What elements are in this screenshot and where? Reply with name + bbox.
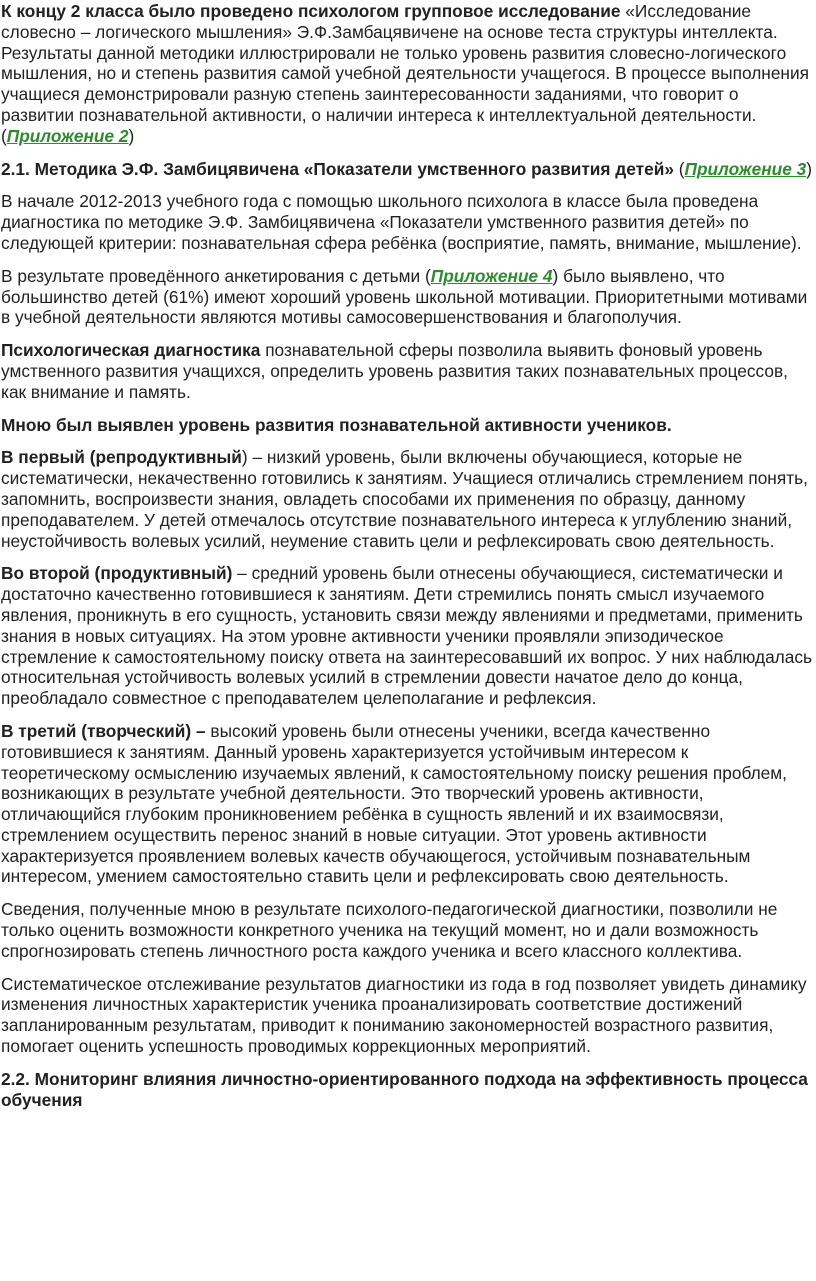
level-productive-text: – средний уровень были отнесены обучающиеся, систематически и достаточно качественно готовившиеся к занятиям. Дети стремились понять смысл изучаемого явления, проникнуть в его сущность, установить связи между явлениями и предметами, применить знания в новых ситуациях. На этом уровне активности ученики проявляли эпизодическое стремление к самостоятельному поиску ответа на заинтересовавший их вопрос. У них наблюдалась относительная устойчивость волевых усилий в стремлении довести начатое дело до конца, преобладало совместное с преподавателем целеполагание и рефлексия. — [1, 563, 813, 709]
paragraph-systematic-tracking: Систематическое отслеживание результатов диагностики из года в год позволяет увидеть динамику изменения личностных характеристик ученика проанализировать соответствие достижений запланированным результатам, приводит к пониманию закономерностей возрастного развития, помогает оценить успешность проводимых коррекционных мероприятий. — [1, 973, 807, 1057]
intro-close-paren: ) — [128, 125, 135, 146]
intro-bold-lead: К концу 2 класса было проведено психологом групповое исследование — [1, 1, 621, 21]
level-creative-text: высокий уровень были отнесены ученики, всегда качественно готовившиеся к занятиям. Данный уровень характеризуется устойчивым интересом к теоретическому осмыслению изучаемых явлений, к самостоятельному поиску решения проблем, возникающих в результате учебной деятельности. Это творческий уровень активности, отличающийся глубоким проникновением ребёнка в сущность явлений и их взаимосвязи, стремлением осуществить перенос знаний в новые ситуации. Этот уровень активности характеризуется проявлением волевых качеств обучающегося, устойчивым познавательным интересом, умением самостоятельно ставить цели и рефлексировать свою деятельность. — [1, 720, 787, 887]
appendix-2-link[interactable]: Приложение 2 — [6, 125, 129, 146]
level-creative-bold: В третий (творческий) – — [1, 720, 206, 741]
paragraph-diagnostics-start: В начале 2012-2013 учебного года с помощью школьного психолога в классе была проведена диагностика по методике Э.Ф. Замбицявичена «Показатели умственного развития детей» по следующей критерии: познавательная сфера ребёнка (восприятие, память, внимание, мышление). — [1, 191, 802, 253]
section-heading-2-2: 2.2. Мониторинг влияния личностно-ориентированного подхода на эффективность процесса обучения — [1, 1068, 808, 1110]
level-productive-bold: Во второй (продуктивный) — [1, 563, 233, 584]
appendix-3-link[interactable]: Приложение 3 — [684, 158, 807, 179]
survey-text-before: В результате проведённого анкетирования с детьми ( — [1, 265, 431, 286]
section-2-1-close-paren: ) — [806, 158, 813, 179]
paragraph-level-reproductive — [1, 447, 814, 551]
level-reproductive-text: ) – низкий уровень, были включены обучающиеся, которые не систематически, некачественно готовились к занятиям. Учащиеся отличались стремлением понять, запомнить, воспроизвести знания, овладеть способами их применения по образцу, данному преподавателем. У детей отмечалось отсутствие познавательного интереса к углублению знаний, неустойчивость волевых усилий, неумение ставить цели и рефлексировать свою деятельность. — [1, 447, 808, 551]
level-reproductive-bold: В первый (репродуктивный — [1, 447, 242, 468]
paragraph-diagnostics-info: Сведения, полученные мною в результате психолого-педагогической диагностики, позволили не только оценить возможности конкретного ученика на текущий момент, но и дали возможность спрогнозировать степень личностного роста каждого ученика и всего классного коллектива. — [1, 899, 778, 961]
psych-diagnostics-bold: Психологическая диагностика — [1, 340, 261, 361]
paragraph-level-creative — [1, 721, 814, 887]
intro-text: «Исследование словесно – логического мышления» Э.Ф.Замбацявичене на основе теста структуры интеллекта. Результаты данной методики иллюстрировали не только уровень развития словесно-логического мышления, но и степень развития самой учебной деятельности учащегося. В процессе выполнения учащиеся демонстрировали разную степень заинтересованности заданиями, что говорит о развитии познавательной активности, о наличии интереса к интеллектуальной деятельности. ( — [1, 1, 809, 146]
paragraph-activity-levels-heading — [1, 415, 814, 436]
section-2-1-open-paren: ( — [673, 158, 685, 179]
appendix-4-link[interactable]: Приложение 4 — [430, 265, 553, 286]
paragraph-intro — [1, 1, 814, 147]
activity-levels-bold: Мною был выявлен уровень развития познавательной активности учеников. — [1, 414, 672, 435]
paragraph-survey-results — [1, 266, 814, 328]
section-heading-2-1 — [1, 159, 814, 180]
section-2-1-title: 2.1. Методика Э.Ф. Замбицявичена «Показатели умственного развития детей» — [1, 158, 674, 179]
psych-diagnostics-text: познавательной сферы позволила выявить фоновый уровень умственного развития учащихся, определить уровень развития таких познавательных процессов, как внимание и память. — [1, 340, 788, 402]
survey-text-after: ) было выявлено, что большинство детей (61%) имеют хороший уровень школьной мотивации. Приоритетными мотивами в учебной деятельности являются мотивы самосовершенствования и благополучия. — [1, 265, 808, 328]
paragraph-level-productive — [1, 563, 814, 709]
paragraph-psych-diagnostics — [1, 340, 814, 402]
